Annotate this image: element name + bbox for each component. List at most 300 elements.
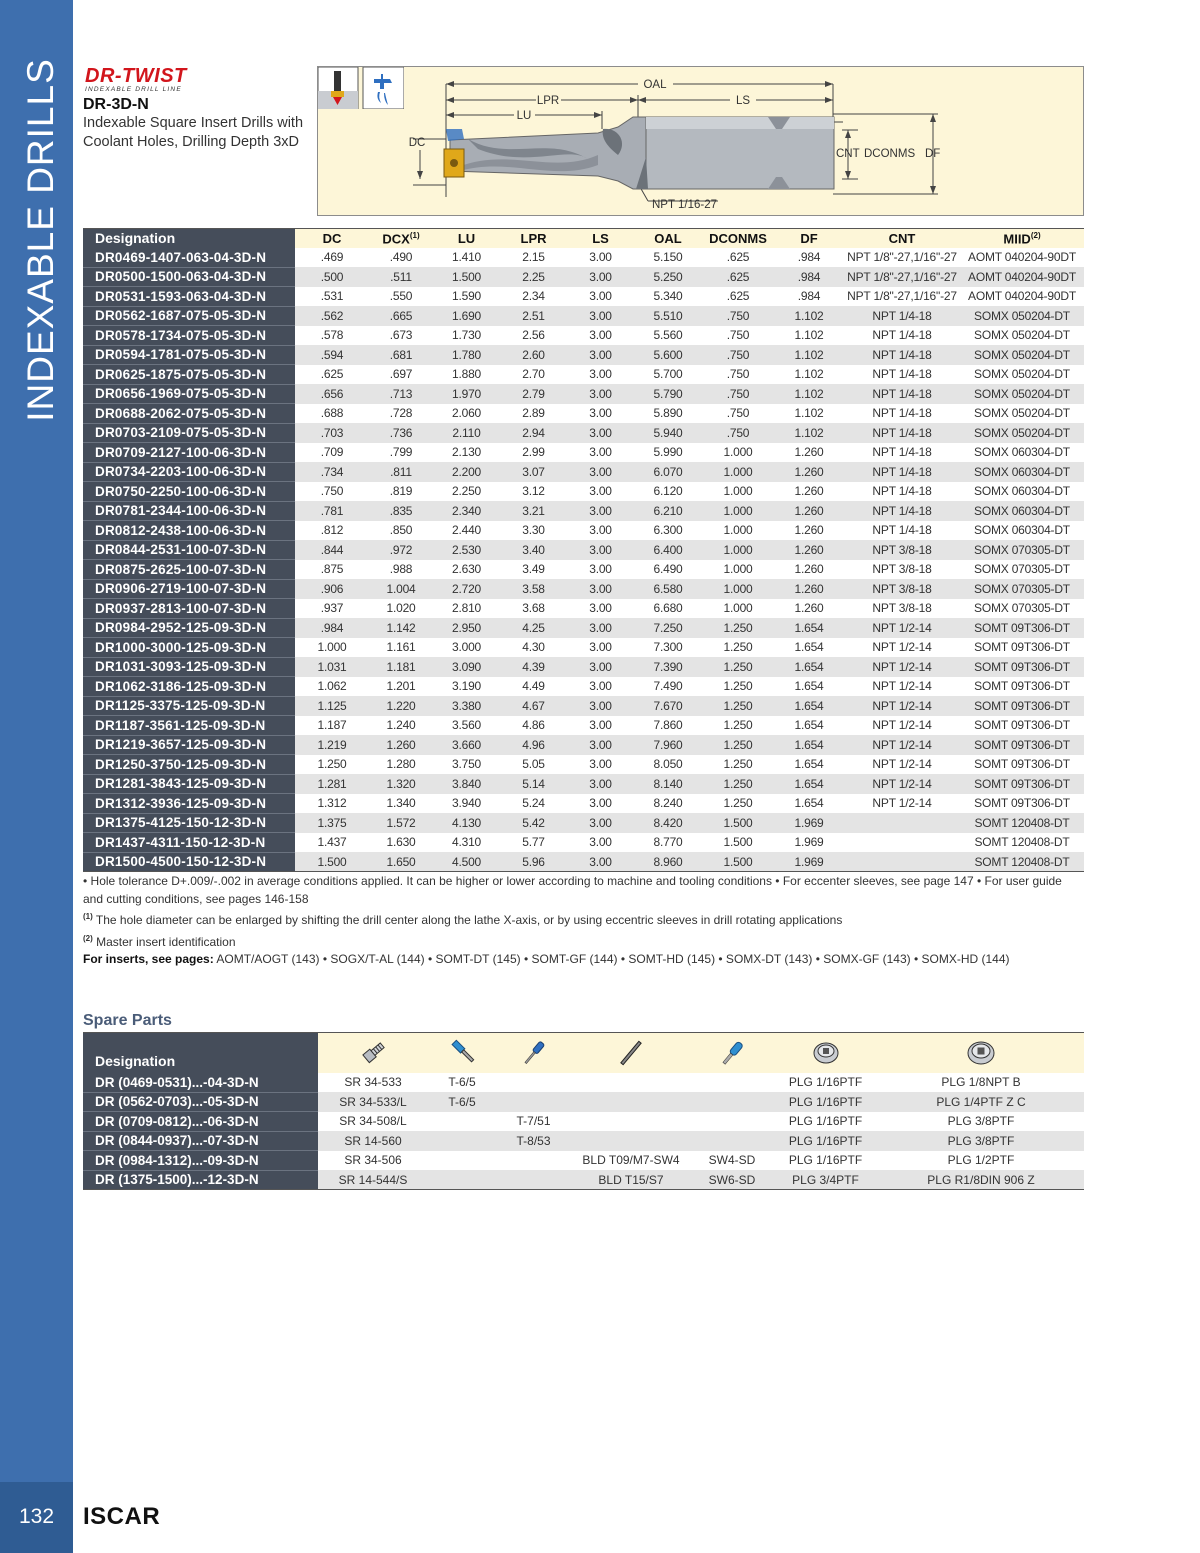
table-cell: NPT 1/4-18 xyxy=(844,482,960,502)
table-cell: 1.004 xyxy=(369,579,433,599)
spare-cell: PLG 1/8NPT B xyxy=(878,1073,1084,1093)
table-row xyxy=(83,404,1084,424)
spare-cell: T-6/5 xyxy=(428,1092,496,1112)
spare-cell: PLG 1/16PTF xyxy=(773,1073,878,1093)
table-cell: 1.654 xyxy=(774,735,844,755)
logo-sub-text: INDEXABLE DRILL LINE xyxy=(85,86,182,93)
spare-cell: PLG 3/8PTF xyxy=(878,1112,1084,1132)
table-cell: 1.969 xyxy=(774,813,844,833)
table-cell: 1.970 xyxy=(433,384,500,404)
table-cell: 5.250 xyxy=(634,267,702,287)
table-cell: 1.630 xyxy=(369,833,433,853)
header-lpr xyxy=(500,229,567,248)
table-cell: SOMT 09T306-DT xyxy=(960,696,1084,716)
table-cell: 1.201 xyxy=(369,677,433,697)
table-cell: 6.580 xyxy=(634,579,702,599)
table-cell: 3.00 xyxy=(567,696,634,716)
table-cell: 3.380 xyxy=(433,696,500,716)
header-label: OAL xyxy=(654,230,682,246)
table-cell: 2.530 xyxy=(433,540,500,560)
table-row xyxy=(83,482,1084,502)
table-cell: 3.00 xyxy=(567,345,634,365)
designation-cell: DR1187-3561-125-09-3D-N xyxy=(83,716,295,736)
insert-shape xyxy=(444,129,464,177)
header-dcx xyxy=(369,229,433,248)
spare-cell xyxy=(496,1073,571,1093)
table-cell: .511 xyxy=(369,267,433,287)
table-cell: 5.77 xyxy=(500,833,567,853)
table-cell: 7.250 xyxy=(634,618,702,638)
spare-row xyxy=(83,1170,1084,1190)
screw-icon xyxy=(318,1033,428,1073)
table-cell: 6.680 xyxy=(634,599,702,619)
table-cell: 3.00 xyxy=(567,404,634,424)
table-cell: 1.260 xyxy=(369,735,433,755)
table-cell: 1.969 xyxy=(774,852,844,872)
table-cell: 3.00 xyxy=(567,813,634,833)
table-row xyxy=(83,677,1084,697)
designation-cell: DR0781-2344-100-06-3D-N xyxy=(83,501,295,521)
label-lpr: LPR xyxy=(536,95,560,107)
designation-cell: DR1062-3186-125-09-3D-N xyxy=(83,677,295,697)
note-line-general: • Hole tolerance D+.009/-.002 in average conditions applied. It can be higher or lower according to machine and tooling conditions • For eccenter sleeves, see page 147 • For user guide and cutting conditions, see pages 146-158 xyxy=(83,874,1062,906)
header-label: DCONMS xyxy=(709,230,767,246)
table-cell: 8.240 xyxy=(634,794,702,814)
table-cell: 2.51 xyxy=(500,306,567,326)
designation-cell: DR0562-1687-075-05-3D-N xyxy=(83,306,295,326)
table-cell: 2.89 xyxy=(500,404,567,424)
table-cell: 3.30 xyxy=(500,521,567,541)
table-cell: 1.260 xyxy=(774,521,844,541)
table-cell: .781 xyxy=(295,501,369,521)
table-cell: 1.260 xyxy=(774,560,844,580)
table-cell: 3.58 xyxy=(500,579,567,599)
spare-cell: PLG 1/16PTF xyxy=(773,1131,878,1151)
table-cell: SOMT 09T306-DT xyxy=(960,618,1084,638)
table-cell: .750 xyxy=(702,326,774,346)
table-cell: NPT 1/4-18 xyxy=(844,521,960,541)
designation-cell: DR1031-3093-125-09-3D-N xyxy=(83,657,295,677)
table-cell: 8.140 xyxy=(634,774,702,794)
designation-cell: DR0500-1500-063-04-3D-N xyxy=(83,267,295,287)
table-cell: SOMX 050204-DT xyxy=(960,423,1084,443)
table-cell: SOMT 09T306-DT xyxy=(960,755,1084,775)
application-icons xyxy=(318,67,404,109)
table-cell: .984 xyxy=(774,267,844,287)
spare-cell: PLG 1/16PTF xyxy=(773,1092,878,1112)
table-cell: 3.00 xyxy=(567,248,634,268)
table-row xyxy=(83,618,1084,638)
table-cell: .703 xyxy=(295,423,369,443)
header-label: MIID xyxy=(1003,230,1031,246)
table-row xyxy=(83,501,1084,521)
page-number: 132 xyxy=(18,1505,55,1528)
spare-cell xyxy=(428,1170,496,1190)
table-cell: .713 xyxy=(369,384,433,404)
table-cell: SOMX 050204-DT xyxy=(960,365,1084,385)
table-cell: SOMT 120408-DT xyxy=(960,833,1084,853)
designation-cell: DR1000-3000-125-09-3D-N xyxy=(83,638,295,658)
spare-cell: SR 34-508/L xyxy=(318,1112,428,1132)
spare-cell xyxy=(691,1073,773,1093)
spec-header-row xyxy=(83,229,1084,248)
table-cell: 1.000 xyxy=(702,482,774,502)
table-cell: 2.70 xyxy=(500,365,567,385)
table-cell: 2.94 xyxy=(500,423,567,443)
table-cell: 1.250 xyxy=(702,794,774,814)
spare-cell: BLD T09/M7-SW4 xyxy=(571,1151,691,1171)
table-cell: 1.654 xyxy=(774,716,844,736)
coolant-tap-icon xyxy=(363,67,404,109)
table-cell: 1.187 xyxy=(295,716,369,736)
header-dconms xyxy=(702,229,774,248)
table-cell: 2.130 xyxy=(433,443,500,463)
table-cell: 1.020 xyxy=(369,599,433,619)
table-cell: NPT 1/2-14 xyxy=(844,794,960,814)
dr-twist-logo xyxy=(85,66,187,94)
table-row xyxy=(83,696,1084,716)
table-cell: 3.12 xyxy=(500,482,567,502)
table-cell: 3.00 xyxy=(567,287,634,307)
label-npt: NPT 1/16-27 xyxy=(652,199,717,211)
table-cell: SOMX 060304-DT xyxy=(960,521,1084,541)
spare-cell xyxy=(496,1092,571,1112)
table-cell: 1.260 xyxy=(774,482,844,502)
table-row xyxy=(83,248,1084,268)
table-cell: 1.000 xyxy=(702,579,774,599)
header-designation xyxy=(83,229,295,248)
table-row xyxy=(83,365,1084,385)
table-cell: 1.281 xyxy=(295,774,369,794)
table-cell: 3.00 xyxy=(567,716,634,736)
table-row xyxy=(83,326,1084,346)
spare-cell: SR 34-533 xyxy=(318,1073,428,1093)
table-cell: NPT 1/2-14 xyxy=(844,716,960,736)
table-cell: 5.990 xyxy=(634,443,702,463)
table-cell xyxy=(844,852,960,872)
table-cell: 1.250 xyxy=(702,696,774,716)
spare-row xyxy=(83,1131,1084,1151)
table-cell: 1.102 xyxy=(774,365,844,385)
table-cell: .819 xyxy=(369,482,433,502)
table-cell: 1.102 xyxy=(774,423,844,443)
table-cell: .972 xyxy=(369,540,433,560)
table-cell: 2.810 xyxy=(433,599,500,619)
table-cell: 3.750 xyxy=(433,755,500,775)
header-footnote-mark: (2) xyxy=(1030,230,1041,240)
header-label: LPR xyxy=(520,230,547,246)
table-row xyxy=(83,735,1084,755)
table-cell: 6.300 xyxy=(634,521,702,541)
table-cell: SOMX 060304-DT xyxy=(960,443,1084,463)
spare-cell xyxy=(691,1131,773,1151)
logo-main-text: DR-TWIST xyxy=(85,65,187,87)
table-cell: 2.99 xyxy=(500,443,567,463)
plug-icon xyxy=(773,1033,878,1073)
table-cell: .844 xyxy=(295,540,369,560)
table-cell: .750 xyxy=(702,384,774,404)
table-cell: 3.00 xyxy=(567,443,634,463)
table-cell: 3.00 xyxy=(567,677,634,697)
table-cell: .578 xyxy=(295,326,369,346)
label-oal: OAL xyxy=(643,79,667,91)
table-row xyxy=(83,599,1084,619)
table-cell: 2.630 xyxy=(433,560,500,580)
table-cell: NPT 1/4-18 xyxy=(844,326,960,346)
table-cell: 5.150 xyxy=(634,248,702,268)
table-cell: NPT 3/8-18 xyxy=(844,599,960,619)
designation-cell: DR0625-1875-075-05-3D-N xyxy=(83,365,295,385)
note-1-mark: (1) xyxy=(83,912,93,921)
table-cell: 6.120 xyxy=(634,482,702,502)
spare-cell xyxy=(571,1131,691,1151)
table-cell: 1.650 xyxy=(369,852,433,872)
spare-cell xyxy=(571,1073,691,1093)
table-cell: 1.340 xyxy=(369,794,433,814)
table-cell: 3.560 xyxy=(433,716,500,736)
table-cell: 2.110 xyxy=(433,423,500,443)
table-cell: 2.25 xyxy=(500,267,567,287)
spare-row xyxy=(83,1151,1084,1171)
table-cell: AOMT 040204-90DT xyxy=(960,287,1084,307)
drill-body xyxy=(450,117,834,189)
label-ls: LS xyxy=(735,95,751,107)
table-cell: 3.00 xyxy=(567,833,634,853)
table-cell: 1.280 xyxy=(369,755,433,775)
table-cell: SOMT 120408-DT xyxy=(960,852,1084,872)
table-cell: 5.24 xyxy=(500,794,567,814)
designation-cell: DR0906-2719-100-07-3D-N xyxy=(83,579,295,599)
table-cell: SOMT 09T306-DT xyxy=(960,735,1084,755)
spare-row xyxy=(83,1073,1084,1093)
drill-drawing xyxy=(318,67,1085,217)
table-cell: SOMX 050204-DT xyxy=(960,404,1084,424)
table-cell: 1.102 xyxy=(774,345,844,365)
header-label: Designation xyxy=(95,230,176,247)
table-cell: 3.00 xyxy=(567,482,634,502)
table-cell: .734 xyxy=(295,462,369,482)
table-cell: .984 xyxy=(774,287,844,307)
table-cell: 8.050 xyxy=(634,755,702,775)
table-row xyxy=(83,833,1084,853)
designation-cell: DR0844-2531-100-07-3D-N xyxy=(83,540,295,560)
table-cell: 1.000 xyxy=(702,540,774,560)
designation-cell: DR0875-2625-100-07-3D-N xyxy=(83,560,295,580)
spare-cell xyxy=(428,1131,496,1151)
table-cell: .750 xyxy=(702,306,774,326)
spare-cell: PLG R1/8DIN 906 Z xyxy=(878,1170,1084,1190)
table-cell: .736 xyxy=(369,423,433,443)
spare-cell xyxy=(428,1151,496,1171)
table-cell: 4.67 xyxy=(500,696,567,716)
table-cell: .850 xyxy=(369,521,433,541)
table-cell: 1.437 xyxy=(295,833,369,853)
table-row xyxy=(83,267,1084,287)
table-cell: .728 xyxy=(369,404,433,424)
table-cell: 4.86 xyxy=(500,716,567,736)
designation-cell: DR0688-2062-075-05-3D-N xyxy=(83,404,295,424)
table-cell: 1.654 xyxy=(774,755,844,775)
spare-cell: T-7/51 xyxy=(496,1112,571,1132)
table-cell: 1.572 xyxy=(369,813,433,833)
spare-header-designation: Designation xyxy=(83,1033,318,1073)
table-cell: .531 xyxy=(295,287,369,307)
table-cell: .984 xyxy=(774,248,844,268)
torx-screwdriver-icon xyxy=(496,1033,571,1073)
header-oal xyxy=(634,229,702,248)
table-row xyxy=(83,852,1084,872)
designation-cell: DR1281-3843-125-09-3D-N xyxy=(83,774,295,794)
table-cell: .812 xyxy=(295,521,369,541)
table-cell: .688 xyxy=(295,404,369,424)
table-cell: NPT 3/8-18 xyxy=(844,540,960,560)
table-cell: 1.260 xyxy=(774,443,844,463)
brand-name: ISCAR xyxy=(83,1503,161,1530)
note-2 xyxy=(83,930,1068,952)
designation-cell: DR0734-2203-100-06-3D-N xyxy=(83,462,295,482)
table-cell: 3.00 xyxy=(567,540,634,560)
table-cell: 1.219 xyxy=(295,735,369,755)
table-cell: 3.00 xyxy=(567,657,634,677)
table-cell: NPT 1/8"-27,1/16"-27 xyxy=(844,248,960,268)
spare-designation-cell: DR (1375-1500)...-12-3D-N xyxy=(83,1170,318,1190)
table-cell: 1.240 xyxy=(369,716,433,736)
table-cell: NPT 3/8-18 xyxy=(844,579,960,599)
table-row xyxy=(83,306,1084,326)
product-description: Indexable Square Insert Drills with Coolant Holes, Drilling Depth 3xD xyxy=(83,115,304,150)
designation-cell: DR1437-4311-150-12-3D-N xyxy=(83,833,295,853)
table-cell: 1.320 xyxy=(369,774,433,794)
table-cell: 2.250 xyxy=(433,482,500,502)
table-cell: 5.05 xyxy=(500,755,567,775)
table-cell: 6.490 xyxy=(634,560,702,580)
label-dconms: DCONMS xyxy=(864,148,916,160)
table-row xyxy=(83,638,1084,658)
table-cell: 7.300 xyxy=(634,638,702,658)
table-cell: 7.960 xyxy=(634,735,702,755)
table-cell: 1.250 xyxy=(295,755,369,775)
table-cell: .681 xyxy=(369,345,433,365)
table-cell: .665 xyxy=(369,306,433,326)
table-cell: 6.070 xyxy=(634,462,702,482)
table-cell: NPT 1/2-14 xyxy=(844,696,960,716)
table-cell: 5.790 xyxy=(634,384,702,404)
table-cell: 3.00 xyxy=(567,365,634,385)
table-cell: 3.00 xyxy=(567,326,634,346)
table-row xyxy=(83,774,1084,794)
spare-cell: PLG 1/16PTF xyxy=(773,1112,878,1132)
table-cell: 1.260 xyxy=(774,540,844,560)
table-cell: .594 xyxy=(295,345,369,365)
header-label: DC xyxy=(322,230,342,246)
table-cell: SOMX 050204-DT xyxy=(960,345,1084,365)
spare-cell: SR 34-506 xyxy=(318,1151,428,1171)
table-cell: NPT 1/4-18 xyxy=(844,423,960,443)
table-cell: 1.500 xyxy=(702,833,774,853)
table-cell: SOMT 09T306-DT xyxy=(960,716,1084,736)
table-cell: 1.654 xyxy=(774,657,844,677)
table-cell: .750 xyxy=(702,404,774,424)
table-cell: SOMT 09T306-DT xyxy=(960,794,1084,814)
table-cell: 2.34 xyxy=(500,287,567,307)
table-cell: .500 xyxy=(295,267,369,287)
note-2-mark: (2) xyxy=(83,933,93,943)
inserts-text: AOMT/AOGT (143) • SOGX/T-AL (144) • SOMT-DT (145) • SOMT-GF (144) • SOMT-HD (145) • SOMX-DT (143) • SOMX-GF (143) • SOMX-HD (144) xyxy=(213,952,1010,966)
header-label: LS xyxy=(592,230,609,246)
table-cell: NPT 1/2-14 xyxy=(844,755,960,775)
header-footnote-mark: (1) xyxy=(409,230,420,240)
table-cell: 4.49 xyxy=(500,677,567,697)
designation-cell: DR0984-2952-125-09-3D-N xyxy=(83,618,295,638)
table-cell: 3.00 xyxy=(567,306,634,326)
torx-key-icon xyxy=(428,1033,496,1073)
table-cell: 1.000 xyxy=(702,560,774,580)
table-cell: SOMX 060304-DT xyxy=(960,482,1084,502)
table-cell: 3.00 xyxy=(567,267,634,287)
blade-icon xyxy=(571,1033,691,1073)
header-lu xyxy=(433,229,500,248)
spare-cell: SR 14-544/S xyxy=(318,1170,428,1190)
table-cell: NPT 1/4-18 xyxy=(844,501,960,521)
table-cell: 1.220 xyxy=(369,696,433,716)
designation-cell: DR0469-1407-063-04-3D-N xyxy=(83,248,295,268)
product-code: DR-3D-N xyxy=(83,96,149,113)
spare-cell: PLG 3/8PTF xyxy=(878,1131,1084,1151)
table-cell: 3.00 xyxy=(567,521,634,541)
table-cell: NPT 1/2-14 xyxy=(844,677,960,697)
table-cell: 1.062 xyxy=(295,677,369,697)
table-row xyxy=(83,579,1084,599)
table-cell: 3.940 xyxy=(433,794,500,814)
spare-cell xyxy=(496,1151,571,1171)
table-cell: 2.440 xyxy=(433,521,500,541)
table-cell: 5.700 xyxy=(634,365,702,385)
table-row xyxy=(83,755,1084,775)
spare-cell: PLG 3/4PTF xyxy=(773,1170,878,1190)
table-cell: 1.780 xyxy=(433,345,500,365)
table-cell: 1.654 xyxy=(774,696,844,716)
table-cell: 4.130 xyxy=(433,813,500,833)
table-cell: NPT 1/2-14 xyxy=(844,618,960,638)
label-lu: LU xyxy=(516,110,532,122)
table-cell: 1.500 xyxy=(702,813,774,833)
table-cell: NPT 1/4-18 xyxy=(844,306,960,326)
table-cell: SOMX 060304-DT xyxy=(960,462,1084,482)
table-cell: 2.60 xyxy=(500,345,567,365)
designation-cell: DR0709-2127-100-06-3D-N xyxy=(83,443,295,463)
table-cell: 1.260 xyxy=(774,599,844,619)
notes xyxy=(83,873,1068,969)
table-cell xyxy=(844,813,960,833)
table-cell: 3.00 xyxy=(567,384,634,404)
table-cell: 4.96 xyxy=(500,735,567,755)
table-cell: 1.250 xyxy=(702,677,774,697)
table-row xyxy=(83,560,1084,580)
table-cell: 1.690 xyxy=(433,306,500,326)
spare-cell: SW6-SD xyxy=(691,1170,773,1190)
table-cell: 2.950 xyxy=(433,618,500,638)
table-cell: NPT 1/2-14 xyxy=(844,774,960,794)
label-dc: DC xyxy=(408,137,426,149)
table-cell: 1.000 xyxy=(702,521,774,541)
table-row xyxy=(83,657,1084,677)
table-cell: 2.340 xyxy=(433,501,500,521)
table-cell: 1.880 xyxy=(433,365,500,385)
table-cell: .625 xyxy=(295,365,369,385)
table-cell: 1.250 xyxy=(702,638,774,658)
designation-cell: DR1375-4125-150-12-3D-N xyxy=(83,813,295,833)
table-cell: .625 xyxy=(702,267,774,287)
